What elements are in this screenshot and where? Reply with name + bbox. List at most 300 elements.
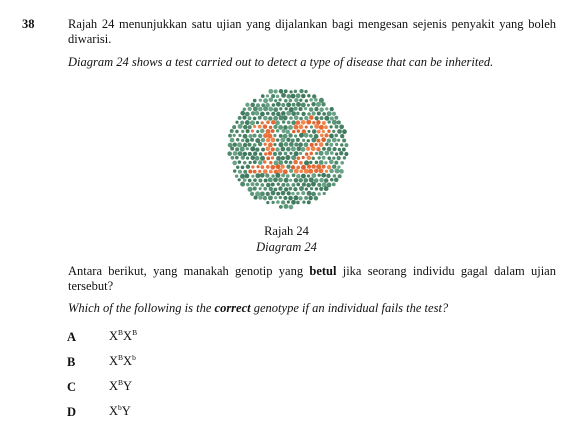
background-dot [340,143,343,146]
english-question-emphasis: correct [214,301,251,315]
background-dot [286,111,291,116]
background-dot [345,143,349,147]
background-dot [237,142,242,147]
figure-dot [258,125,262,129]
background-dot [249,161,252,164]
background-dot [332,130,335,133]
background-dot [339,124,344,129]
figure-dot [280,164,284,168]
figure-dot [299,169,303,173]
background-dot [304,90,307,93]
background-dot [258,160,263,165]
background-dot [269,97,274,102]
background-dot [296,138,300,142]
background-dot [307,104,310,107]
figure-dot [312,121,315,124]
figure-dot [266,147,271,152]
figure-dot [264,143,267,146]
background-dot [329,160,334,165]
background-dot [280,138,285,143]
background-dot [301,103,306,108]
background-dot [301,174,306,179]
background-dot [268,195,273,200]
background-dot [261,94,265,98]
background-dot [288,125,293,130]
background-dot [311,157,315,161]
background-dot [337,129,342,134]
figure-caption-english: Diagram 24 [256,240,317,254]
background-dot [253,178,257,182]
background-dot [235,156,239,160]
background-dot [299,186,304,191]
background-dot [319,187,323,191]
background-dot [235,130,238,133]
background-dot [301,147,306,152]
background-dot [245,138,249,142]
background-dot [315,116,319,120]
figure-dot [327,130,330,133]
option-c-genotype[interactable] [109,379,132,394]
background-dot [293,187,297,191]
background-dot [278,160,283,165]
background-dot [304,178,309,183]
figure-dot [269,126,272,129]
background-dot [278,98,281,101]
figure-dot [264,152,267,155]
background-dot [250,103,255,108]
background-dot [304,116,308,120]
figure-caption-malay: Rajah 24 [264,224,309,238]
background-dot [260,156,265,161]
background-dot [284,178,289,183]
background-dot [241,139,244,142]
background-dot [243,108,247,112]
figure-dot [305,126,308,129]
background-dot [278,125,283,130]
background-dot [319,160,324,165]
background-dot [250,182,254,186]
background-dot [266,183,271,188]
figure-dot [315,143,318,146]
allele-superscript: B [132,328,138,337]
background-dot [250,120,255,125]
background-dot [294,134,297,137]
background-dot [337,165,340,168]
background-dot [232,125,236,129]
background-dot [276,129,279,132]
background-dot [278,142,283,147]
background-dot [344,152,348,156]
background-dot [281,183,285,187]
figure-dot [308,169,313,174]
figure-dot [320,133,324,137]
background-dot [342,138,346,142]
background-dot [291,139,295,143]
background-dot [294,107,298,111]
option-b-genotype[interactable] [109,354,136,369]
background-dot [248,116,252,120]
background-dot [243,134,248,139]
background-dot [286,174,290,178]
background-dot [342,129,347,134]
background-dot [274,196,277,199]
background-dot [248,152,252,156]
figure-dot [294,169,299,174]
background-dot [248,134,252,138]
figure-dot [263,133,268,138]
background-dot [330,178,334,182]
figure-dot [266,120,270,124]
background-dot [260,173,265,178]
option-a-genotype[interactable] [109,329,137,344]
background-dot [284,152,288,156]
background-dot [307,94,311,98]
background-dot [327,111,332,116]
background-dot [304,196,308,200]
figure-dot [322,121,326,125]
figure-dot [319,125,324,130]
background-dot [271,174,274,177]
background-dot [248,125,252,129]
background-dot [263,187,267,191]
background-dot [278,186,282,190]
background-dot [321,102,325,106]
background-dot [294,115,299,120]
background-dot [258,195,262,199]
background-dot [284,99,287,102]
background-dot [266,192,270,196]
background-dot [285,107,288,110]
background-dot [245,103,249,107]
background-dot [256,121,259,124]
background-dot [289,187,293,191]
option-d-genotype[interactable] [109,404,131,419]
option-b-letter[interactable]: B [67,355,76,369]
background-dot [284,89,288,93]
background-dot [236,138,239,141]
malay-intro-text: Rajah 24 menunjukkan satu ujian yang dijalankan bagi mengesan sejenis penyakit yang boleh diwarisi. [68,17,556,46]
background-dot [319,151,324,156]
background-dot [317,183,321,187]
figure-dot [271,147,275,151]
background-dot [246,164,250,168]
english-question-part: genotype if an individual fails the test? [250,301,449,315]
background-dot [337,120,341,124]
figure-dot [325,170,328,173]
background-dot [299,117,303,121]
background-dot [261,138,265,142]
figure-dot [266,138,270,142]
background-dot [268,107,273,112]
background-dot [263,196,268,201]
option-d-letter[interactable]: D [67,405,77,419]
background-dot [342,148,346,152]
background-dot [301,94,306,99]
background-dot [307,191,312,196]
background-dot [327,120,330,123]
figure-dot [261,165,265,169]
background-dot [274,89,278,93]
background-dot [275,147,279,151]
background-dot [294,90,297,93]
background-dot [307,112,311,116]
background-dot [284,204,289,209]
background-dot [283,115,288,120]
background-dot [301,112,305,116]
background-dot [309,98,313,102]
background-dot [296,174,300,178]
background-dot [296,93,301,98]
background-dot [245,173,250,178]
background-dot [279,196,282,199]
background-dot [297,147,302,152]
background-dot [232,161,237,166]
background-dot [268,116,272,120]
figure-dot [269,170,273,174]
malay-question-emphasis: betul [309,264,337,278]
background-dot [319,178,324,183]
background-dot [233,142,237,146]
background-dot [326,174,330,178]
background-dot [250,138,254,142]
background-dot [253,99,257,103]
background-dot [307,174,310,177]
figure-dot [296,165,300,169]
background-dot [309,107,314,112]
background-dot [316,102,321,107]
background-dot [251,175,254,178]
background-dot [258,134,262,138]
background-dot [271,201,274,204]
background-dot [305,187,308,190]
background-dot [334,134,338,138]
background-dot [291,111,296,116]
background-dot [311,173,316,178]
background-dot [230,147,234,151]
allele: Y [121,404,131,418]
background-dot [329,169,334,174]
figure-dot [251,165,254,168]
background-dot [238,151,243,156]
background-dot [294,178,299,183]
background-dot [321,173,326,178]
background-dot [250,146,255,151]
background-dot [298,196,302,200]
background-dot [317,111,321,115]
figure-dot [271,129,275,133]
english-question-text [68,301,556,316]
background-dot [334,161,338,165]
background-dot [289,142,294,147]
background-dot [289,116,293,120]
background-dot [243,170,247,174]
figure-dot [311,164,316,169]
figure-dot [263,124,268,129]
background-dot [312,94,316,98]
background-dot [286,183,290,187]
background-dot [248,143,252,147]
figure-dot [307,164,311,168]
background-dot [246,147,249,150]
background-dot [258,179,262,183]
background-dot [335,152,338,155]
figure-dot [322,165,326,169]
figure-dot [314,124,319,129]
background-dot [254,196,258,200]
background-dot [279,205,283,209]
figure-dot [319,168,324,173]
background-dot [327,183,332,188]
background-dot [273,143,276,146]
background-dot [289,169,293,173]
background-dot [299,89,303,93]
background-dot [299,152,302,155]
background-dot [325,142,329,146]
background-dot [299,107,303,111]
background-dot [335,143,338,146]
background-dot [311,102,315,106]
allele: X [109,329,119,343]
figure-dot [293,160,298,165]
background-dot [268,177,273,182]
figure-dot [299,161,303,165]
allele: X [123,329,133,343]
background-dot [241,165,245,169]
background-dot [315,152,318,155]
background-dot [310,187,313,190]
figure-dot [319,142,324,147]
background-dot [279,134,283,138]
background-dot [276,192,280,196]
background-dot [296,192,300,196]
background-dot [273,107,278,112]
background-dot [333,174,337,178]
background-dot [292,173,296,177]
background-dot [289,205,294,210]
background-dot [312,111,316,115]
background-dot [291,120,296,125]
background-dot [253,152,257,156]
figure-dot [267,133,272,138]
background-dot [291,192,294,195]
background-dot [302,182,306,186]
background-dot [286,102,291,107]
background-dot [230,129,234,133]
figure-dot [316,120,321,125]
figure-dot [248,170,252,174]
background-dot [325,107,328,110]
allele-superscript: B [118,378,124,387]
background-dot [240,174,245,179]
background-dot [332,157,335,160]
figure-dot [271,120,275,124]
background-dot [291,147,296,152]
background-dot [259,187,262,190]
figure-dot [297,156,301,160]
figure-dot [263,169,268,174]
background-dot [308,196,312,200]
background-dot [339,169,344,174]
option-c-letter[interactable]: C [67,380,77,394]
background-dot [272,103,276,107]
allele: X [109,354,119,368]
figure-dot [309,152,313,156]
background-dot [343,156,346,159]
background-dot [293,195,298,200]
background-dot [299,99,302,102]
background-dot [279,107,282,110]
background-dot [332,165,336,169]
background-dot [248,179,252,183]
malay-question-part: Antara berikut, yang manakah genotip yang [68,264,310,278]
english-question-part: Which of the following is the [68,301,215,315]
allele: Y [123,379,133,393]
background-dot [289,152,292,155]
background-dot [332,120,337,125]
figure-dot [310,143,314,147]
figure-dot [316,147,320,151]
option-a-letter[interactable]: A [67,330,77,344]
background-dot [286,130,290,134]
background-dot [260,183,264,187]
background-dot [325,151,330,156]
background-dot [265,173,269,177]
background-dot [253,106,258,111]
background-dot [322,147,326,151]
background-dot [327,156,331,160]
background-dot [271,182,275,186]
allele: X [123,354,133,368]
figure-dot [270,165,275,170]
background-dot [324,186,329,191]
background-dot [338,148,341,151]
background-dot [273,152,277,156]
figure-dot [263,160,266,163]
background-dot [276,95,279,98]
background-dot [309,134,313,138]
background-dot [310,125,313,128]
background-dot [253,187,257,191]
background-dot [292,103,296,107]
background-dot [282,120,285,123]
background-dot [304,107,307,110]
background-dot [311,192,316,197]
background-dot [289,161,293,165]
background-dot [274,187,278,191]
background-dot [266,112,270,116]
background-dot [309,161,312,164]
background-dot [324,178,329,183]
figure-dot [309,115,314,120]
background-dot [246,183,249,186]
background-dot [281,103,285,107]
background-dot [281,111,286,116]
background-dot [322,156,326,160]
background-dot [281,200,285,204]
background-dot [299,178,303,182]
background-dot [248,107,252,111]
background-dot [304,142,309,147]
background-dot [250,192,254,196]
background-dot [273,125,277,129]
background-dot [286,94,291,99]
background-dot [335,125,339,129]
background-dot [319,107,324,112]
background-dot [324,161,327,164]
figure-dot [327,165,331,169]
background-dot [248,187,253,192]
background-dot [287,200,290,203]
